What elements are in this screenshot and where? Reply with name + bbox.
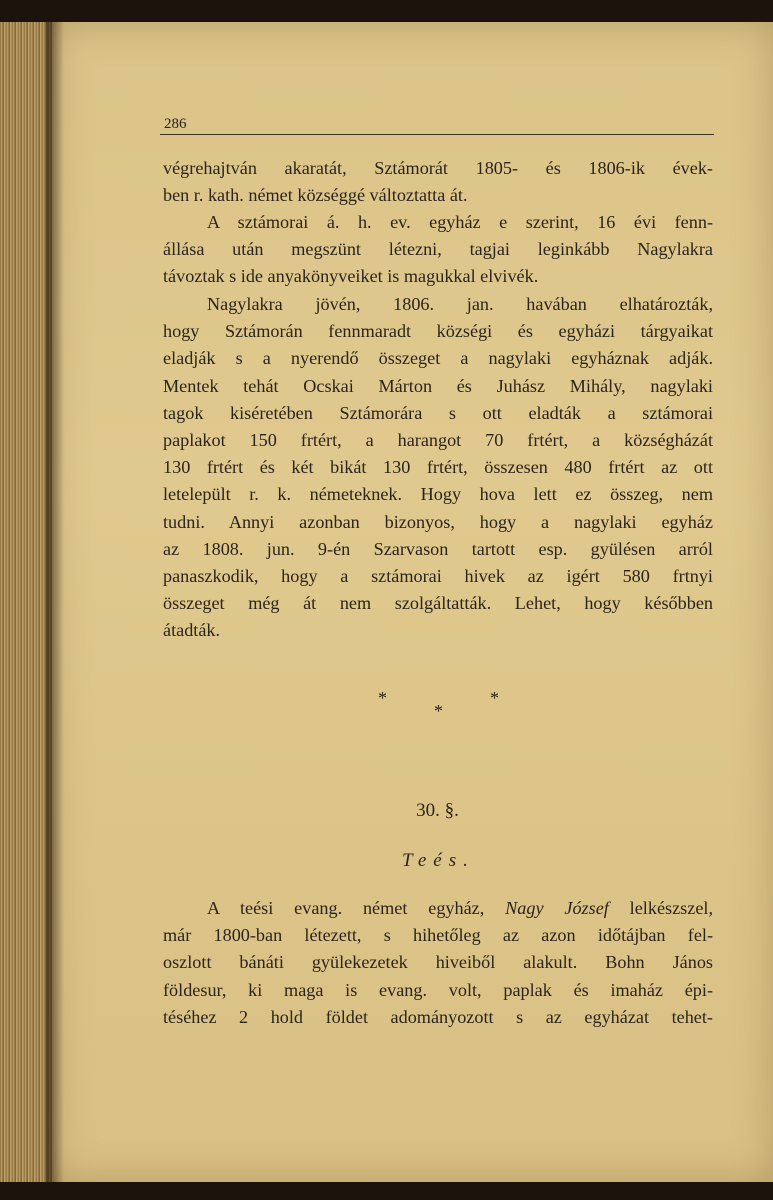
header-rule <box>160 134 714 135</box>
text-line: letelepült r. k. németeknek. Hogy hova lett ez összeg, nem <box>163 484 713 505</box>
text-line: állása után megszünt létezni, tagjai leginkább Nagylakra <box>163 239 713 260</box>
text-line: már 1800-ban létezett, s hihetőleg az azon időtájban fel- <box>163 925 713 946</box>
text-line: téséhez 2 hold földet adományozott s az egyházat tehet- <box>163 1006 713 1027</box>
text-line: tudni. Annyi azonban bizonyos, hogy a nagylaki egyház <box>163 511 713 532</box>
section-number: 30. §. <box>416 800 459 821</box>
text-line: paplakot 150 frtért, a harangot 70 frtért, a községházát <box>163 429 713 450</box>
pastor-name: Nagy József <box>505 898 609 918</box>
text-line: oszlott bánáti gyülekezetek hiveiből alakult. Bohn János <box>163 952 713 973</box>
paragraph-continuation <box>163 155 713 209</box>
text-line: földesur, ki maga is evang. volt, paplak és imaház épi- <box>163 979 713 1000</box>
text-line: ben r. kath. német községgé változtatta át. <box>163 185 468 206</box>
text-line: A sztámorai á. h. ev. egyház e szerint, 16 évi fenn- <box>207 212 713 232</box>
scan-bottom-border <box>0 1182 773 1200</box>
text-line: végrehajtván akaratát, Sztámorát 1805- és 1806-ik évek- <box>163 158 713 178</box>
separator-asterisk-left: * <box>378 688 387 708</box>
page-number: 286 <box>164 116 187 132</box>
separator-asterisk-center: * <box>434 701 443 721</box>
text-line: összeget még át nem szolgáltatták. Lehet, hogy későbben <box>163 593 713 614</box>
gutter-shadow <box>46 22 64 1182</box>
scan-top-border <box>0 0 773 22</box>
text-line: tagok kiséretében Sztámorára s ott eladták a sztámorai <box>163 402 713 423</box>
paragraph-tees <box>163 895 713 1031</box>
text-line: hogy Sztámorán fennmaradt községi és egyházi tárgyaikat <box>163 321 713 342</box>
text-line: távoztak s ide anyakönyveiket is magukkal elvivék. <box>163 266 539 287</box>
text-line: átadták. <box>163 620 221 641</box>
text-fragment: lelkészszel, <box>608 898 713 918</box>
text-line: eladják s a nyerendő összeget a nagylaki egyháznak adják. <box>163 348 713 369</box>
separator-asterisk-right: * <box>490 688 499 708</box>
text-line: Mentek tehát Ocskai Márton és Juhász Mihály, nagylaki <box>163 375 713 396</box>
text-line: Nagylakra jövén, 1806. jan. havában elhatározták, <box>207 294 713 314</box>
text-line: az 1808. jun. 9-én Szarvason tartott esp. gyülésen arról <box>163 538 713 559</box>
text-line <box>163 895 713 922</box>
text-line: 130 frtért és két bikát 130 frtért, összesen 480 frtért az ott <box>163 457 713 478</box>
section-title: Teés. <box>402 850 475 871</box>
paragraph-szamora-church <box>163 209 713 291</box>
text-line: panaszkodik, hogy a sztámorai hivek az igért 580 frtnyi <box>163 565 713 586</box>
text-fragment: A teési evang. német egyház, <box>207 898 506 918</box>
paragraph-nagylak <box>163 291 713 644</box>
